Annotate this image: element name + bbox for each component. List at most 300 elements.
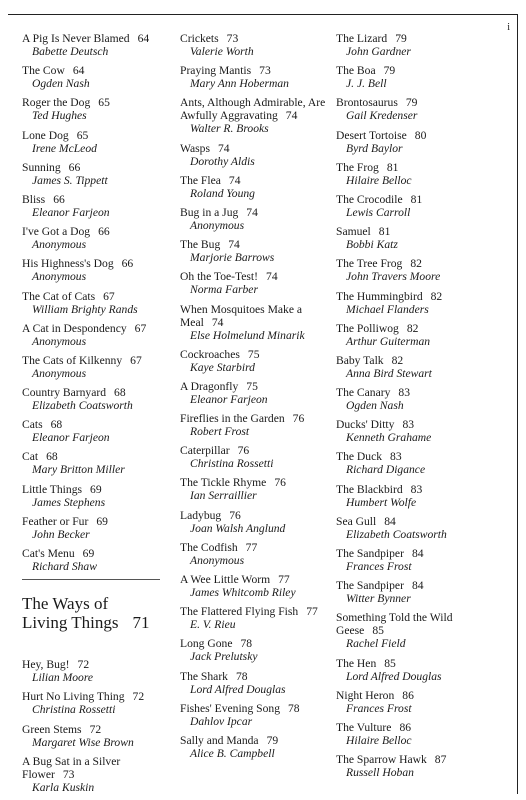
poem-title-line [180,573,335,586]
toc-entry [180,541,335,567]
poem-title: A Cat in Despondency [22,321,127,335]
poem-title-line [336,547,494,560]
poem-title-line [180,303,335,329]
poem-title-line [180,541,335,554]
section-title-line1: The Ways of [22,594,109,614]
poem-author: Anonymous [32,334,87,348]
page-number: 80 [414,128,427,142]
toc-entry [22,658,172,684]
poem-title: Cat's Menu [22,547,75,560]
poem-title: Sea Gull [336,514,377,528]
toc-entry [336,418,494,444]
poem-title-line [22,418,172,431]
toc-entry [336,515,494,541]
toc-entry [336,579,494,605]
poem-author: J. J. Bell [346,77,387,91]
column-3-entries [336,32,494,779]
poem-title: A Dragonfly [180,379,239,393]
poem-author: Jack Prelutsky [190,650,258,664]
poem-title-line [336,753,494,766]
poem-title: Baby Talk [336,353,384,367]
poem-title-line [180,734,335,747]
poem-author: Marjorie Barrows [190,251,275,265]
poem-title-line [22,129,172,142]
poem-author: Alice B. Campbell [190,746,275,760]
poem-author: Lilian Moore [32,671,94,685]
poem-title-line [22,690,172,703]
page-number: 73 [259,64,271,78]
toc-entry [180,380,335,406]
section-title-line2: Living Things [22,613,119,633]
poem-title-line [22,290,172,303]
poem-title: Cats [22,418,43,432]
page-number: 78 [235,669,248,683]
poem-title-line [22,515,172,528]
poem-author: Bobbi Katz [346,238,398,252]
page-number: 69 [90,482,102,496]
poem-title-line [22,322,172,335]
page-number: 84 [411,579,424,593]
poem-title-line [336,611,494,637]
poem-title: Caterpillar [180,444,230,458]
poem-author: E. V. Rieu [190,618,236,632]
poem-title: The Canary [336,386,391,400]
toc-entry [180,637,335,663]
poem-author: Eleanor Farjeon [32,431,110,445]
poem-author: Hilaire Belloc [346,733,412,747]
poem-title: A Wee Little Worm [180,573,271,586]
section-heading [22,594,172,632]
poem-author: Frances Frost [346,701,412,715]
poem-title-line [180,348,335,361]
poem-title-line [336,579,494,592]
poem-title-line [180,174,335,187]
poem-title-line [180,64,335,77]
page-number: 72 [132,690,145,704]
top-rule [8,14,518,15]
section-page-number: 71 [132,613,150,633]
poem-title-line [336,96,494,109]
poem-title: Sally and Manda [180,733,259,747]
toc-entry [180,670,335,696]
toc-entry [22,96,172,122]
poem-author: James Stephens [32,495,106,509]
page-number: 79 [266,733,279,747]
poem-title: Desert Tortoise [336,128,407,142]
page-number: 76 [274,476,286,490]
poem-author: James S. Tippett [32,173,108,187]
toc-entry [336,225,494,251]
poem-author: John Travers Moore [346,270,441,284]
page-number: 79 [383,64,396,78]
toc-entry [180,444,335,470]
poem-title: Bliss [22,192,46,206]
poem-title-line [180,444,335,457]
poem-title: Oh the Toe-Test! [180,270,259,284]
poem-title: His Highness's Dog [22,257,114,271]
toc-entry [336,161,494,187]
page-number: 65 [76,128,89,142]
toc-entry [22,257,172,283]
poem-author: Walter R. Brooks [190,122,269,136]
toc-entry [180,348,335,374]
page-mark: i [507,22,510,33]
poem-title-line [22,161,172,174]
toc-entry [336,290,494,316]
toc-entry [336,386,494,412]
poem-title: The Cats of Kilkenny [22,353,123,367]
poem-title-line [336,225,494,238]
poem-title-line [180,238,335,251]
poem-author: James Whitcomb Riley [190,586,296,599]
page-number: 81 [378,225,391,239]
poem-title-line [180,509,335,522]
poem-author: Eleanor Farjeon [32,205,110,219]
toc-entry [22,225,172,251]
poem-title: The Flea [180,173,221,187]
poem-author: Anonymous [32,270,87,284]
poem-author: Humbert Wolfe [346,495,417,509]
poem-author: Irene McLeod [32,141,97,155]
poem-author: Witter Bynner [346,592,411,606]
poem-title: The Crocodile [336,192,403,206]
poem-title-line [336,483,494,496]
page-number: 66 [121,257,134,271]
page-number: 69 [96,514,108,528]
toc-entry [336,689,494,715]
poem-title-line [336,450,494,463]
poem-title-line [180,96,335,122]
page-number: 74 [211,315,224,329]
poem-author: Margaret Wise Brown [32,735,134,749]
poem-title-line [336,657,494,670]
toc-entry [336,547,494,573]
poem-title-line [180,206,335,219]
poem-author: John Becker [32,527,90,541]
toc-entry [22,354,172,380]
page-number: 73 [62,767,75,781]
poem-title: Feather or Fur [22,514,89,528]
poem-title: Wasps [180,141,210,155]
poem-author: Gail Kredenser [346,109,418,123]
poem-author: Rachel Field [346,637,406,651]
toc-entry [22,64,172,90]
poem-title-line [22,483,172,496]
page-number: 64 [137,32,150,45]
poem-title: Long Gone [180,637,233,651]
poem-title: Praying Mantis [180,64,252,78]
page-number: 86 [399,720,412,734]
poem-title: The Boa [336,64,376,78]
toc-column-2 [180,32,335,766]
poem-author: Ian Serraillier [190,489,257,503]
poem-title-line [336,386,494,399]
poem-title-line [22,64,172,77]
poem-title-line [180,702,335,715]
poem-author: Robert Frost [190,425,250,439]
toc-entry [180,702,335,728]
toc-entry [336,483,494,509]
poem-title-line [22,723,172,736]
poem-author: Kenneth Grahame [346,431,432,445]
page-number: 75 [246,379,258,393]
toc-entry [180,573,335,599]
right-rule [517,14,518,794]
poem-author: Norma Farber [190,283,258,297]
poem-title-line [336,322,494,335]
toc-entry [22,483,172,509]
poem-title-line [336,129,494,142]
poem-author: Anonymous [190,553,245,567]
toc-entry [336,193,494,219]
poem-title-line [22,547,172,560]
poem-author: Mary Ann Hoberman [190,77,289,91]
poem-title: The Polliwog [336,321,399,335]
toc-entry [22,32,172,58]
poem-title: The Frog [336,160,379,174]
poem-title-line [336,64,494,77]
page-number: 79 [395,32,407,45]
poem-author: Michael Flanders [346,302,429,316]
poem-title: The Bug [180,238,221,252]
poem-title-line [22,32,172,45]
poem-author: Valerie Worth [190,45,254,58]
toc-entry [180,142,335,168]
poem-author: Dahlov Ipcar [190,714,253,728]
poem-title: The Sparrow Hawk [336,753,427,767]
toc-entry [336,721,494,747]
poem-author: Joan Walsh Anglund [190,521,286,535]
poem-title-line [22,450,172,463]
poem-title-line [22,354,172,367]
poem-title: Hurt No Living Thing [22,690,125,704]
poem-title: Green Stems [22,722,82,736]
toc-entry [22,690,172,716]
toc-entry [22,290,172,316]
poem-title: Night Heron [336,688,395,702]
toc-entry [180,734,335,760]
toc-entry [180,412,335,438]
poem-title: Country Barnyard [22,386,107,400]
poem-author: Richard Digance [346,463,426,477]
page-number: 84 [384,514,396,528]
page-number: 81 [410,192,423,206]
toc-column-3 [336,32,494,785]
poem-author: Byrd Baylor [346,141,403,155]
page-number: 76 [229,508,241,522]
page-number: 75 [247,347,260,361]
poem-title-line [22,257,172,270]
poem-title-line [22,386,172,399]
toc-entry [22,515,172,541]
page-number: 74 [246,205,258,219]
toc-entry [22,386,172,412]
poem-title: Little Things [22,482,83,496]
page-number: 82 [410,257,422,271]
poem-title: Fishes' Evening Song [180,701,280,715]
toc-entry [180,32,335,58]
toc-entry [336,64,494,90]
poem-title: Samuel [336,225,371,239]
page-number: 73 [226,32,239,45]
poem-title: Cat [22,450,39,464]
page-number: 68 [114,386,126,400]
page-number: 83 [398,386,410,400]
column-2-entries [180,32,335,760]
poem-title: Roger the Dog [22,96,91,110]
poem-title: The Cat of Cats [22,289,96,303]
toc-entry [336,96,494,122]
column-1-entries [22,32,172,573]
page-number: 72 [89,722,102,736]
page-number: 69 [82,547,95,560]
page-number: 76 [292,412,305,426]
page-number: 66 [98,225,110,239]
page-number: 67 [130,353,142,367]
poem-title: Ladybug [180,508,222,522]
toc-entry [22,450,172,476]
page-number: 74 [228,238,240,252]
page-number: 82 [391,353,404,367]
page-number: 77 [278,573,290,586]
toc-column-1 [22,32,172,800]
poem-title: Hey, Bug! [22,658,70,672]
poem-title: The Blackbird [336,482,403,496]
page-number: 82 [406,321,419,335]
poem-title-line [22,193,172,206]
poem-title-line [22,658,172,671]
poem-author: Babette Deutsch [32,45,109,58]
toc-entry [22,723,172,749]
poem-title: I've Got a Dog [22,225,91,239]
toc-entry [22,547,172,573]
poem-author: Ted Hughes [32,109,87,123]
page-number: 85 [372,624,384,638]
page-number: 65 [98,96,110,110]
poem-author: Christina Rossetti [32,703,116,717]
poem-title-line [180,32,335,45]
section-divider [22,579,160,580]
toc-entry [336,322,494,348]
page-number: 82 [430,289,443,303]
page-number: 83 [402,418,415,432]
toc-entry [180,64,335,90]
poem-title: When Mosquitoes Make a Meal [180,302,303,329]
poem-title-line [22,96,172,109]
page-number: 86 [402,688,414,702]
poem-title: The Vulture [336,720,392,734]
poem-title-line [180,142,335,155]
toc-entry [22,418,172,444]
page-number: 76 [237,444,250,458]
poem-author: Lewis Carroll [346,205,411,219]
poem-title: Ants, Although Admirable, Are Awfully Aggravating [180,96,326,123]
poem-title: The Hummingbird [336,289,423,303]
poem-title-line [180,380,335,393]
page-number: 87 [434,753,447,767]
toc-entry [336,129,494,155]
toc-entry [336,753,494,779]
poem-title: A Pig Is Never Blamed [22,32,130,45]
poem-title-line [336,721,494,734]
page-number: 83 [410,482,423,496]
toc-entry [336,657,494,683]
poem-title: Fireflies in the Garden [180,412,285,426]
poem-title-line [180,670,335,683]
poem-author: Lord Alfred Douglas [346,669,442,683]
poem-title: The Cow [22,64,65,78]
poem-title-line [336,161,494,174]
page-number: 83 [390,450,402,464]
poem-title: The Shark [180,669,228,683]
poem-author: Ogden Nash [346,399,404,413]
poem-author: Elizabeth Coatsworth [346,527,447,541]
page-number: 77 [245,540,258,554]
poem-title: The Tickle Rhyme [180,476,267,490]
toc-entry [180,238,335,264]
poem-title: Cockroaches [180,347,240,361]
page-number: 68 [46,450,58,464]
toc-entry [22,193,172,219]
toc-entry [22,129,172,155]
toc-entry [180,476,335,502]
poem-title: The Duck [336,450,383,464]
poem-title: Bug in a Jug [180,205,239,219]
poem-author: Ogden Nash [32,77,90,91]
poem-title-line [336,257,494,270]
poem-title: The Flattered Flying Fish [180,605,299,619]
poem-author: Karla Kuskin [32,780,95,794]
toc-entry [22,161,172,187]
page-number: 68 [50,418,63,432]
page-number: 67 [134,321,147,335]
toc-entry [180,206,335,232]
poem-title: Something Told the Wild Geese [336,611,453,638]
toc-entry [180,270,335,296]
toc-entry [336,611,494,650]
page-number: 72 [77,658,90,672]
poem-author: Russell Hoban [346,766,414,780]
page-number: 74 [266,270,278,284]
poem-title: Ducks' Ditty [336,418,395,432]
poem-author: William Brighty Rands [32,302,138,316]
toc-entry [336,32,494,58]
poem-title: A Bug Sat in a Silver Flower [22,754,121,781]
page-number: 79 [405,96,418,110]
poem-author: Frances Frost [346,560,412,573]
poem-title-line [180,270,335,283]
page-number: 84 [411,547,424,560]
toc-entry [180,509,335,535]
page-number: 67 [103,289,115,303]
poem-author: Anonymous [32,366,87,380]
toc-entry [180,96,335,135]
poem-author: Anonymous [32,238,87,252]
poem-title-line [336,515,494,528]
poem-author: Dorothy Aldis [190,154,255,168]
page-number: 66 [68,160,81,174]
poem-title: The Sandpiper [336,547,404,560]
poem-title: The Codfish [180,540,238,554]
toc-entry [22,755,172,794]
poem-title: Lone Dog [22,128,69,142]
poem-title: The Hen [336,656,377,670]
section-entries [22,658,172,794]
page-number: 81 [386,160,399,174]
poem-title-line [336,418,494,431]
poem-title-line [336,354,494,367]
poem-author: Else Holmelund Minarik [190,328,305,342]
